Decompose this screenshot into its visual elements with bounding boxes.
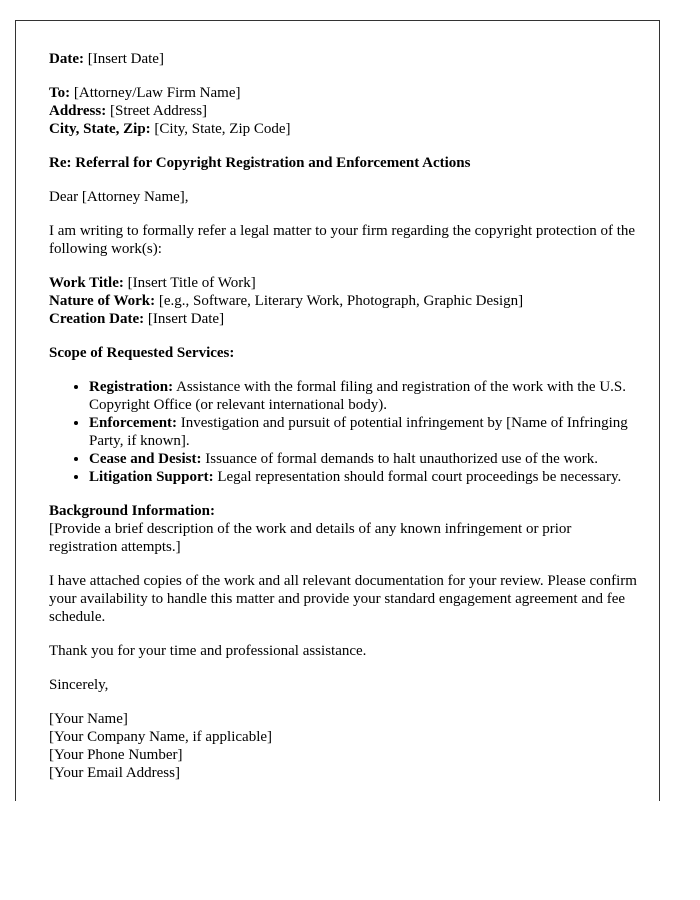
list-item: • Cease and Desist: Issuance of formal demands to halt unauthorized use of the work. — [89, 450, 639, 468]
list-item: • Litigation Support: Legal representation should formal court proceedings be necessary. — [89, 468, 639, 486]
list-item: • Registration: Assistance with the formal filing and registration of the work with the U.S. Copyright Office (or relevant international body). — [89, 378, 639, 414]
scope-heading: Scope of Requested Services: — [49, 345, 235, 361]
closing: Sincerely, — [49, 677, 109, 693]
salutation: Dear [Attorney Name], — [49, 189, 189, 205]
list-item: • Enforcement: Investigation and pursuit of potential infringement by [Name of Infringing Party, if known]. — [89, 414, 639, 450]
work-details: Work Title: [Insert Title of Work] Nature of Work: [e.g., Software, Literary Work, Photograph, Graphic Design] Creation Date: [Insert Date] — [49, 275, 524, 327]
subject-line: Re: Referral for Copyright Registration and Enforcement Actions — [49, 155, 471, 171]
letter-page — [15, 20, 660, 801]
services-list — [49, 378, 639, 486]
attached-paragraph: I have attached copies of the work and all relevant documentation for your review. Please confirm your availability to handle this matter and provide your standard engagement agreement and fee schedule. — [49, 573, 637, 625]
recipient-block: To: [Attorney/Law Firm Name] Address: [Street Address] City, State, Zip: [City, State, Zip Code] — [49, 85, 291, 137]
thanks-paragraph: Thank you for your time and professional assistance. — [49, 643, 367, 659]
background-section: Background Information: [Provide a brief description of the work and details of any known infringement or prior registration attempts.] — [49, 503, 572, 555]
intro-paragraph: I am writing to formally refer a legal matter to your firm regarding the copyright protection of the following work(s): — [49, 223, 636, 257]
date-line: Date: [Insert Date] — [49, 51, 164, 67]
signature-block: [Your Name] [Your Company Name, if applicable] [Your Phone Number] [Your Email Address] — [49, 711, 273, 781]
